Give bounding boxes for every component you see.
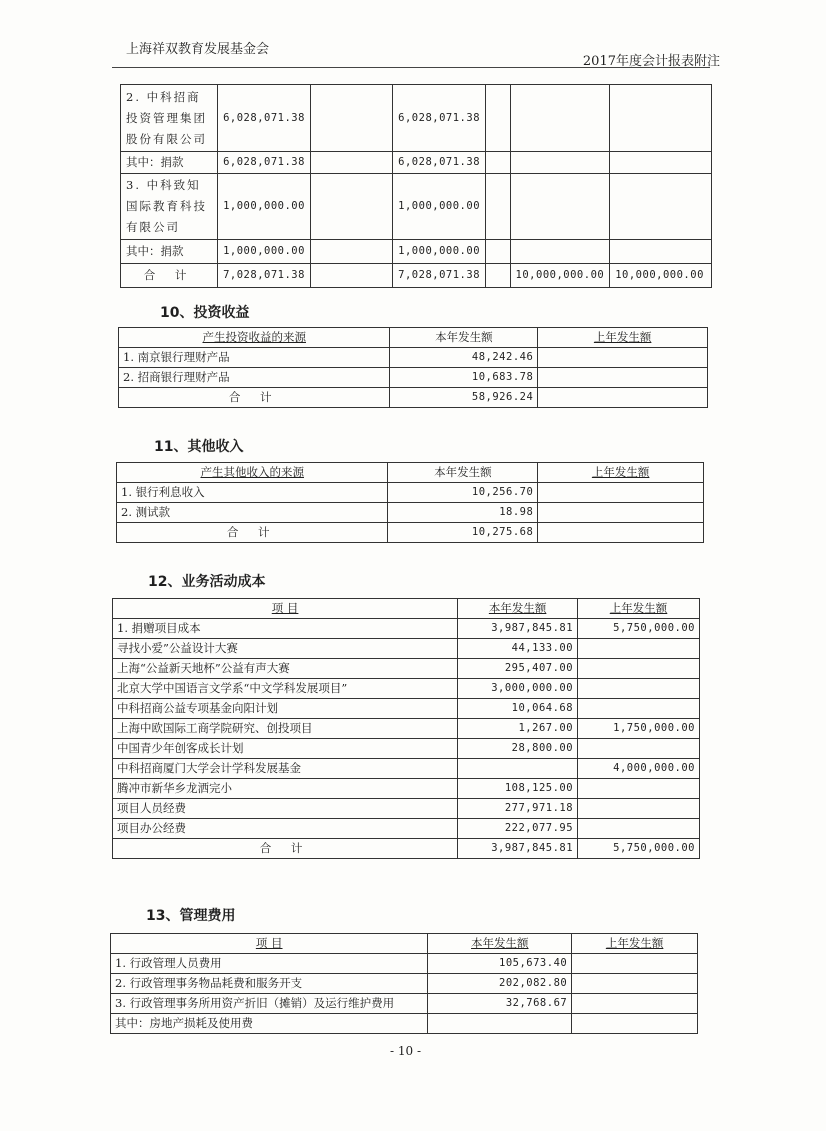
empty-cell [310, 240, 392, 264]
section-heading: 10、投资收益 [160, 305, 250, 321]
table-row [113, 779, 700, 799]
empty-cell [610, 240, 712, 264]
prior-amount: 5,750,000.00 [578, 839, 700, 859]
current-amount: 18.98 [388, 503, 538, 523]
row-label: 1. 捐赠项目成本 [113, 619, 458, 639]
column-header: 本年发生额 [458, 599, 578, 619]
row-label: 上海“公益新天地杯”公益有声大赛 [113, 659, 458, 679]
row-label: 3. 行政管理事务所用资产折旧（摊销）及运行维护费用 [111, 994, 428, 1014]
empty-cell [486, 174, 511, 240]
table-row [113, 679, 700, 699]
prior-amount [538, 388, 708, 408]
amount-cell: 1,000,000.00 [218, 174, 311, 240]
empty-cell [510, 85, 610, 152]
column-header: 项 目 [113, 599, 458, 619]
table-row [113, 759, 700, 779]
table-row [117, 483, 704, 503]
prior-amount [578, 819, 700, 839]
current-amount: 1,267.00 [458, 719, 578, 739]
empty-cell [510, 174, 610, 240]
empty-cell [310, 174, 392, 240]
current-amount: 222,077.95 [458, 819, 578, 839]
donation-table [120, 84, 712, 288]
empty-cell [610, 85, 712, 152]
column-header: 上年发生额 [578, 599, 700, 619]
section-heading: 12、业务活动成本 [148, 574, 266, 590]
current-amount: 202,082.80 [428, 974, 572, 994]
prior-amount [578, 799, 700, 819]
prior-amount [578, 679, 700, 699]
column-header: 上年发生额 [538, 463, 704, 483]
column-header: 上年发生额 [572, 934, 698, 954]
table-row [113, 799, 700, 819]
donor-name: 3. 中科致知国际教育科技有限公司 [121, 174, 218, 240]
table-header-row [111, 934, 698, 954]
table-row [113, 639, 700, 659]
empty-cell [486, 85, 511, 152]
prior-amount [538, 348, 708, 368]
current-amount: 3,987,845.81 [458, 839, 578, 859]
prior-amount [538, 368, 708, 388]
table-row [113, 739, 700, 759]
table-row [113, 719, 700, 739]
empty-cell [610, 174, 712, 240]
table-row [111, 994, 698, 1014]
empty-cell [310, 264, 392, 288]
row-label: 北京大学中国语言文学系“中文学科发展项目” [113, 679, 458, 699]
empty-cell [310, 85, 392, 152]
prior-amount [538, 483, 704, 503]
prior-amount [578, 739, 700, 759]
table-row [113, 699, 700, 719]
column-header: 上年发生额 [538, 328, 708, 348]
empty-cell [486, 152, 511, 174]
current-amount: 10,256.70 [388, 483, 538, 503]
section-heading: 11、其他收入 [154, 439, 244, 455]
prior-amount: 4,000,000.00 [578, 759, 700, 779]
investment-income-table [118, 327, 708, 408]
row-label: 1. 行政管理人员费用 [111, 954, 428, 974]
table-row [119, 348, 708, 368]
page-number: - 10 - [390, 1044, 422, 1058]
current-amount: 277,971.18 [458, 799, 578, 819]
table-row [117, 503, 704, 523]
row-label: 上海中欧国际工商学院研究、创投项目 [113, 719, 458, 739]
current-amount: 32,768.67 [428, 994, 572, 1014]
total-label: 合 计 [113, 839, 458, 859]
row-label: 1. 银行利息收入 [117, 483, 388, 503]
total-label: 合 计 [121, 264, 218, 288]
row-label: 中国青少年创客成长计划 [113, 739, 458, 759]
amount-cell: 1,000,000.00 [393, 240, 486, 264]
current-amount [428, 1014, 572, 1034]
header-rule [112, 67, 710, 68]
table-row [111, 1014, 698, 1034]
donor-name: 其中：捐款 [121, 152, 218, 174]
table-row [119, 368, 708, 388]
empty-cell [486, 264, 511, 288]
total-row [119, 388, 708, 408]
current-amount: 108,125.00 [458, 779, 578, 799]
row-label: 腾冲市新华乡龙洒完小 [113, 779, 458, 799]
column-header: 本年发生额 [388, 463, 538, 483]
table-header-row [117, 463, 704, 483]
current-amount: 3,987,845.81 [458, 619, 578, 639]
empty-cell [510, 240, 610, 264]
prior-amount [538, 523, 704, 543]
current-amount: 295,407.00 [458, 659, 578, 679]
prior-amount: 5,750,000.00 [578, 619, 700, 639]
total-row [113, 839, 700, 859]
amount-cell: 6,028,071.38 [393, 152, 486, 174]
table-row [111, 954, 698, 974]
row-label: 2. 行政管理事务物品耗费和服务开支 [111, 974, 428, 994]
amount-cell: 6,028,071.38 [393, 85, 486, 152]
row-label: 其中：房地产损耗及使用费 [111, 1014, 428, 1034]
current-amount: 28,800.00 [458, 739, 578, 759]
row-label: 2. 招商银行理财产品 [119, 368, 390, 388]
total-label: 合 计 [117, 523, 388, 543]
donor-name: 其中：捐款 [121, 240, 218, 264]
row-label: 1. 南京银行理财产品 [119, 348, 390, 368]
header-title: 2017年度会计报表附注 [582, 54, 720, 69]
empty-cell [486, 240, 511, 264]
section-heading: 13、管理费用 [146, 908, 236, 924]
prior-amount [578, 659, 700, 679]
current-amount: 58,926.24 [390, 388, 538, 408]
row-label: 寻找小爱”公益设计大赛 [113, 639, 458, 659]
table-row [113, 819, 700, 839]
amount-cell: 1,000,000.00 [218, 240, 311, 264]
table-row [113, 659, 700, 679]
table-header-row [119, 328, 708, 348]
row-label: 项目办公经费 [113, 819, 458, 839]
current-amount: 10,275.68 [388, 523, 538, 543]
row-label: 中科招商公益专项基金向阳计划 [113, 699, 458, 719]
amount-cell: 7,028,071.38 [218, 264, 311, 288]
prior-amount: 1,750,000.00 [578, 719, 700, 739]
amount-cell: 10,000,000.00 [610, 264, 712, 288]
table-header-row [113, 599, 700, 619]
prior-amount [572, 974, 698, 994]
table-row [111, 974, 698, 994]
prior-amount [572, 994, 698, 1014]
empty-cell [510, 152, 610, 174]
amount-cell: 6,028,071.38 [218, 152, 311, 174]
column-header: 产生投资收益的来源 [119, 328, 390, 348]
table-row [121, 85, 712, 152]
row-label: 项目人员经费 [113, 799, 458, 819]
empty-cell [310, 152, 392, 174]
column-header: 项 目 [111, 934, 428, 954]
table-row [121, 152, 712, 174]
prior-amount [578, 699, 700, 719]
other-income-table [116, 462, 704, 543]
amount-cell: 10,000,000.00 [510, 264, 610, 288]
current-amount: 3,000,000.00 [458, 679, 578, 699]
total-row [121, 264, 712, 288]
prior-amount [572, 1014, 698, 1034]
column-header: 产生其他收入的来源 [117, 463, 388, 483]
current-amount [458, 759, 578, 779]
amount-cell: 1,000,000.00 [393, 174, 486, 240]
current-amount: 10,064.68 [458, 699, 578, 719]
current-amount: 10,683.78 [390, 368, 538, 388]
row-label: 2. 测试款 [117, 503, 388, 523]
total-label: 合 计 [119, 388, 390, 408]
amount-cell: 7,028,071.38 [393, 264, 486, 288]
column-header: 本年发生额 [428, 934, 572, 954]
table-row [121, 240, 712, 264]
admin-expense-table [110, 933, 698, 1034]
prior-amount [578, 779, 700, 799]
prior-amount [578, 639, 700, 659]
row-label: 中科招商厦门大学会计学科发展基金 [113, 759, 458, 779]
total-row [117, 523, 704, 543]
prior-amount [538, 503, 704, 523]
donor-name: 2. 中科招商投资管理集团股份有限公司 [121, 85, 218, 152]
current-amount: 48,242.46 [390, 348, 538, 368]
prior-amount [572, 954, 698, 974]
amount-cell: 6,028,071.38 [218, 85, 311, 152]
current-amount: 44,133.00 [458, 639, 578, 659]
table-row [113, 619, 700, 639]
table-row [121, 174, 712, 240]
column-header: 本年发生额 [390, 328, 538, 348]
activity-cost-table [112, 598, 700, 859]
header-org: 上海祥双教育发展基金会 [126, 42, 270, 57]
empty-cell [610, 152, 712, 174]
current-amount: 105,673.40 [428, 954, 572, 974]
